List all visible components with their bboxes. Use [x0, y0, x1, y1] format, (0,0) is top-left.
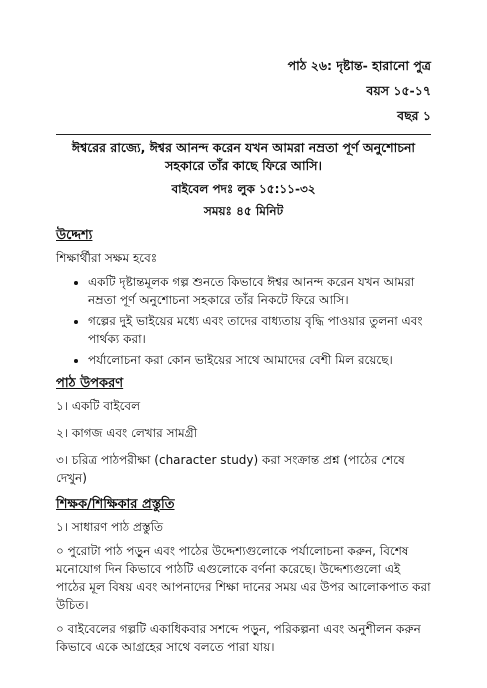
objective-item: • একটি দৃষ্টান্তমূলক গল্প শুনতে কিভাবে ঈশ্বর আনন্দ করেন যখন আমরা নম্রতা পূর্ণ অনুশোচনা সহকারে তাঁর নিকটে ফিরে আসি। — [88, 273, 431, 309]
materials-heading: পাঠ উপকরণ — [56, 376, 124, 391]
preparation-heading: শিক্ষক/শিক্ষিকার প্রস্তুতি — [56, 497, 175, 512]
bible-passage: বাইবেল পদঃ লুক ১৫:১১-৩২ — [171, 182, 316, 196]
objective-item: • গল্পের দুই ভাইয়ের মধ্যে এবং তাদের বাধ্যতায় বৃদ্ধি পাওয়ার তুলনা এবং পার্থক্য করা। — [88, 312, 431, 348]
lesson-title: পাঠ ২৬: দৃষ্টান্ত- হারানো পুত্র — [287, 58, 431, 73]
preparation-paragraph: ০ বাইবেলের গল্পটি একাধিকবার সশব্দে পড়ুন, পরিকল্পনা এবং অনুশীলন করুন কিভাবে একে আগ্রহের সাথে বলতে পারা যায়। — [56, 622, 421, 654]
age-range: বয়স ১৫-১৭ — [366, 83, 431, 98]
objective-intro: শিক্ষার্থীরা সক্ষম হবেঃ — [56, 251, 158, 265]
objective-heading: উদ্দেশ্য — [56, 228, 93, 243]
material-item: ১। একটি বাইবেল — [56, 399, 141, 413]
year-label: বছর ১ — [397, 108, 431, 123]
lesson-duration: সময়ঃ ৪৫ মিনিট — [203, 204, 284, 218]
lesson-theme: ঈশ্বরের রাজ্যে, ঈশ্বর আনন্দ করেন যখন আমরা নম্রতা পূর্ণ অনুশোচনা সহকারে তাঁর কাছে ফিরে আসি। — [71, 140, 416, 173]
material-item: ৩। চরিত্র পাঠপরীক্ষা (character study) করা সংক্রান্ত প্রশ্ন (পাঠের শেষে দেখুন) — [56, 453, 405, 485]
header-divider — [56, 134, 431, 135]
preparation-paragraph: ০ পুরোটা পাঠ পড়ুন এবং পাঠের উদ্দেশ্যগুলোকে পর্যালোচনা করুন, বিশেষ মনোযোগ দিন কিভাবে পাঠটি এগুলোকে বর্ণনা করেছে। উদ্দেশ্যগুলো এই পাঠের মূল বিষয় এবং আপনাদের শিক্ষা দানের সময় এর উপর আলোকপাত করা উচিত। — [56, 544, 431, 612]
material-item: ২। কাগজ এবং লেখার সামগ্রী — [56, 426, 198, 440]
preparation-subheading: ১। সাধারণ পাঠ প্রস্তুতি — [56, 520, 164, 534]
objective-item: • পর্যালোচনা করা কোন ভাইয়ের সাথে আমাদের বেশী মিল রয়েছে। — [88, 351, 431, 369]
objective-list — [56, 273, 431, 369]
